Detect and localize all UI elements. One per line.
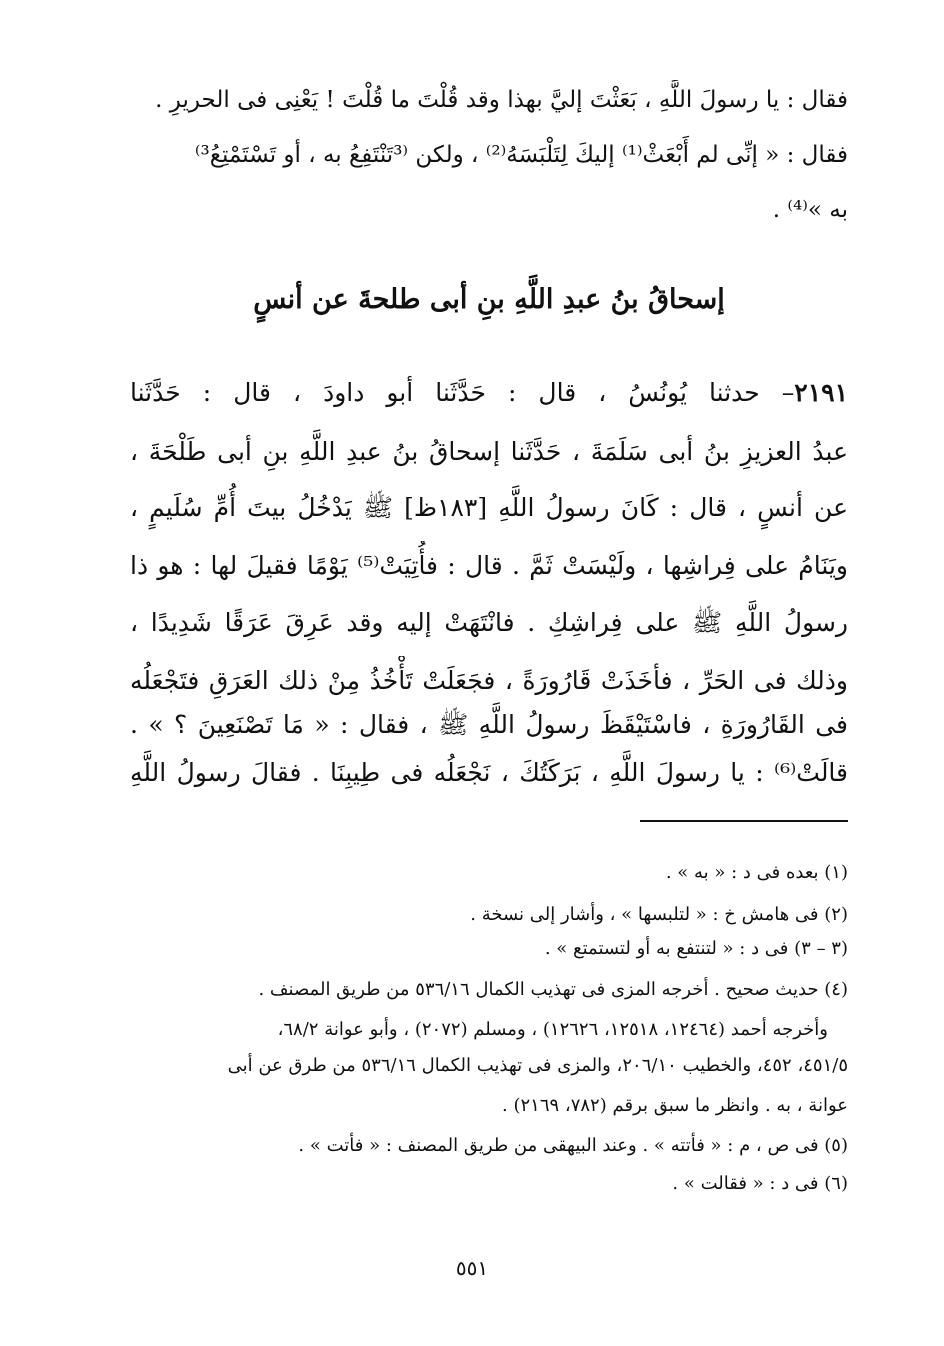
footnote-4 [130, 974, 848, 1006]
top-text-line-1: فقال : يا رسولَ اللَّهِ ، بَعَثْتَ إليَّ بهذا وقد قُلْتَ ما قُلْتَ ! يَعْنِى فى الحريرِ . [155, 87, 848, 113]
hadith-line-7: فى القَارُورَةِ ، فاسْتَيْقَظَ رسولُ اللَّهِ ﷺ ، فقال : « مَا تَصْنَعِينَ ؟ » . [130, 710, 848, 739]
page-number: ٥٥١ [455, 1256, 489, 1280]
footnote-4-continued-2: ٤٥١/٥، ٤٥٢، والخطيب ٢٠٦/١٠، والمزى فى تهذيب الكمال ٥٣٦/١٦ من طرق عن أبى [227, 1055, 848, 1076]
hadith-line-4: ويَنَامُ على فِراشِها ، ولَيْسَتْ ثَمَّ . قال : فأُتِيَتْ⁽⁵⁾ يَوْمًا فقيلَ لها : هو ذا [130, 551, 848, 580]
section-heading: إسحاقُ بنُ عبدِ اللَّهِ بنِ أبى طلحةَ عن أنسٍ [253, 284, 725, 315]
hadith-line-1-text: – حدثنا يُونُسُ ، قال : حَدَّثَنا أبو داودَ ، قال : حَدَّثَنا [130, 378, 795, 407]
footnote-4-continued-3: عوانة ، به . وانظر ما سبق برقم (٧٨٢، ٢١٦٩) . [502, 1095, 848, 1116]
footnote-6: (٦) فى د : « فقالت » . [672, 1173, 848, 1194]
hadith-line-3: عن أنسٍ ، قال : كَانَ رسولُ اللَّهِ [١٨٣ظ] ﷺ يَدْخُلُ بيتَ أُمِّ سُلَيمٍ ، [130, 493, 848, 522]
footnote-3: (٣ – ٣) فى د : « لتنتفع به أو لتستمتع » . [544, 938, 848, 959]
top-text-line-3: به »⁽⁴⁾ . [772, 197, 848, 223]
footnote-2: (٢) فى هامش خ : « لتلبسها » ، وأشار إلى نسخة . [470, 904, 848, 925]
footnote-4-continued-1: وأخرجه أحمد (١٢٤٦٤، ١٢٥١٨، ١٢٦٢٦) ، ومسلم (٢٠٧٢) ، وأبو عوانة ٦٨/٢، [277, 1019, 828, 1040]
hadith-number: ٢١٩١ [794, 378, 848, 407]
footnote-1: (١) بعده فى د : « به » . [665, 862, 848, 883]
hadith-line-6: وذلك فى الحَرِّ ، فأخَذَتْ قَارُورَةً ، فجَعَلَتْ تَأْخُذُ مِنْ ذلك العَرَقِ فتَجْعَلُه [130, 666, 848, 695]
hadith-line-1 [130, 368, 848, 418]
footnote-separator [640, 820, 848, 822]
footnote-5: (٥) فى ص ، م : « فأتته » . وعند البيهقى من طريق المصنف : « فأتت » . [298, 1135, 848, 1156]
footnote-4-text: (٤) حديث صحيح . أخرجه المزى فى تهذيب الكمال ٥٣٦/١٦ من طريق المصنف . [258, 979, 848, 1000]
hadith-line-8: قالَتْ⁽⁶⁾ : يا رسولَ اللَّهِ ، بَرَكَتُكَ ، نَجْعَلُه فى طِيبِنَا . فقالَ رسولُ اللَّهِ [130, 758, 848, 787]
hadith-line-2: عبدُ العزيزِ بنُ أبى سَلَمَةَ ، حَدَّثَنا إسحاقُ بنُ عبدِ اللَّهِ بنِ أبى طَلْحَةَ ، [130, 437, 848, 466]
hadith-line-5: رسولُ اللَّهِ ﷺ على فِراشِكِ . فانْتَهَتْ إليه وقد عَرِقَ عَرَقًا شَدِيدًا ، [130, 608, 848, 637]
top-text-line-2: فقال : « إنِّى لم أَبْعَثْ⁽¹⁾ إليكَ لِتَلْبَسَهُ⁽²⁾ ، ولكن ⁽³تَنْتَفِعُ به ، أو تَسْتَمْتِعُ³⁾ [194, 142, 848, 168]
